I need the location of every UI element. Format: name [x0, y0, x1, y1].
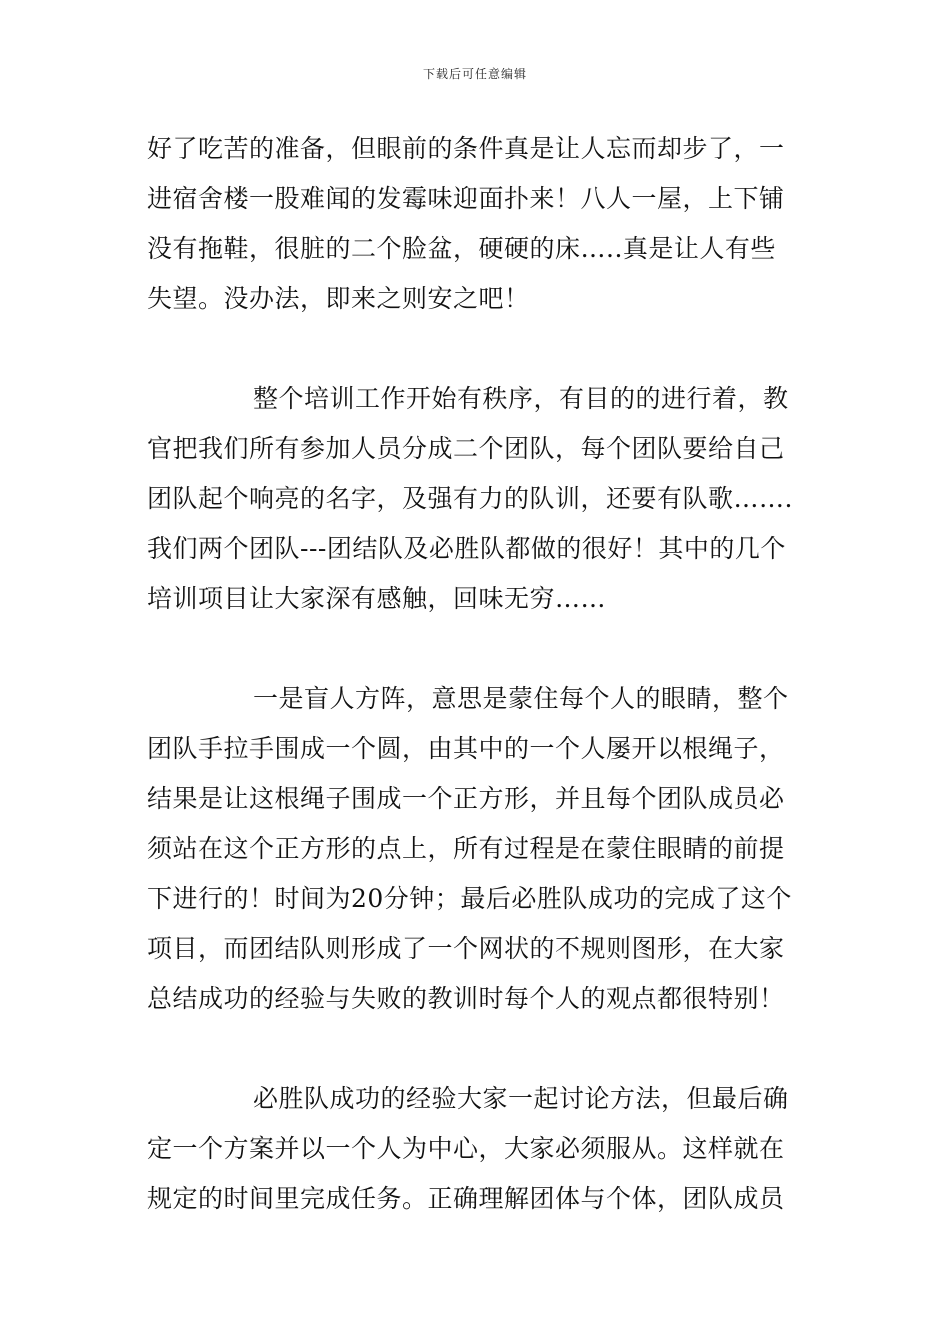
text-line: 团队手拉手围成一个圆，由其中的一个人屡开以根绳子， [147, 734, 785, 763]
text-line: 项目，而团结队则形成了一个网状的不规则图形，在大家 [147, 934, 785, 963]
text-line: 团队起个响亮的名字，及强有力的队训，还要有队歌……. [147, 484, 793, 513]
text-line: 官把我们所有参加人员分成二个团队，每个团队要给自己 [147, 434, 785, 463]
text-line: 没有拖鞋，很脏的二个脸盆，硬硬的床…..真是让人有些 [147, 234, 776, 263]
paragraph-4 [147, 1074, 807, 1224]
page-header: 下载后可任意编辑 [422, 67, 527, 81]
text-line: 一是盲人方阵，意思是蒙住每个人的眼睛，整个 [253, 684, 789, 713]
paragraph-spacer [147, 1024, 807, 1074]
text-line: 进宿舍楼一股难闻的发霉味迎面扑来！八人一屋，上下铺 [147, 184, 785, 213]
paragraph-1 [147, 124, 807, 324]
paragraph-spacer [147, 324, 807, 374]
text-line: 我们两个团队---团结队及必胜队都做的很好！其中的几个 [147, 534, 786, 563]
text-line: 规定的时间里完成任务。正确理解团体与个体，团队成员 [147, 1184, 785, 1213]
document-body [147, 124, 807, 1224]
text-line: 下进行的！时间为20分钟；最后必胜队成功的完成了这个 [147, 884, 792, 913]
text-line: 定一个方案并以一个人为中心，大家必须服从。这样就在 [147, 1134, 785, 1163]
paragraph-spacer [147, 624, 807, 674]
text-line: 失望。没办法，即来之则安之吧！ [147, 284, 530, 313]
paragraph-3 [147, 674, 807, 1024]
text-line: 好了吃苦的准备，但眼前的条件真是让人忘而却步了，一 [147, 134, 785, 163]
text-line: 结果是让这根绳子围成一个正方形，并且每个团队成员必 [147, 784, 785, 813]
paragraph-2 [147, 374, 807, 624]
text-line: 须站在这个正方形的点上，所有过程是在蒙住眼睛的前提 [147, 834, 785, 863]
text-line: 整个培训工作开始有秩序，有目的的进行着，教 [253, 384, 789, 413]
text-line: 必胜队成功的经验大家一起讨论方法，但最后确 [253, 1084, 789, 1113]
text-line: 培训项目让大家深有感触，回味无穷…… [147, 584, 607, 613]
text-line: 总结成功的经验与失败的教训时每个人的观点都很特别！ [147, 984, 785, 1013]
